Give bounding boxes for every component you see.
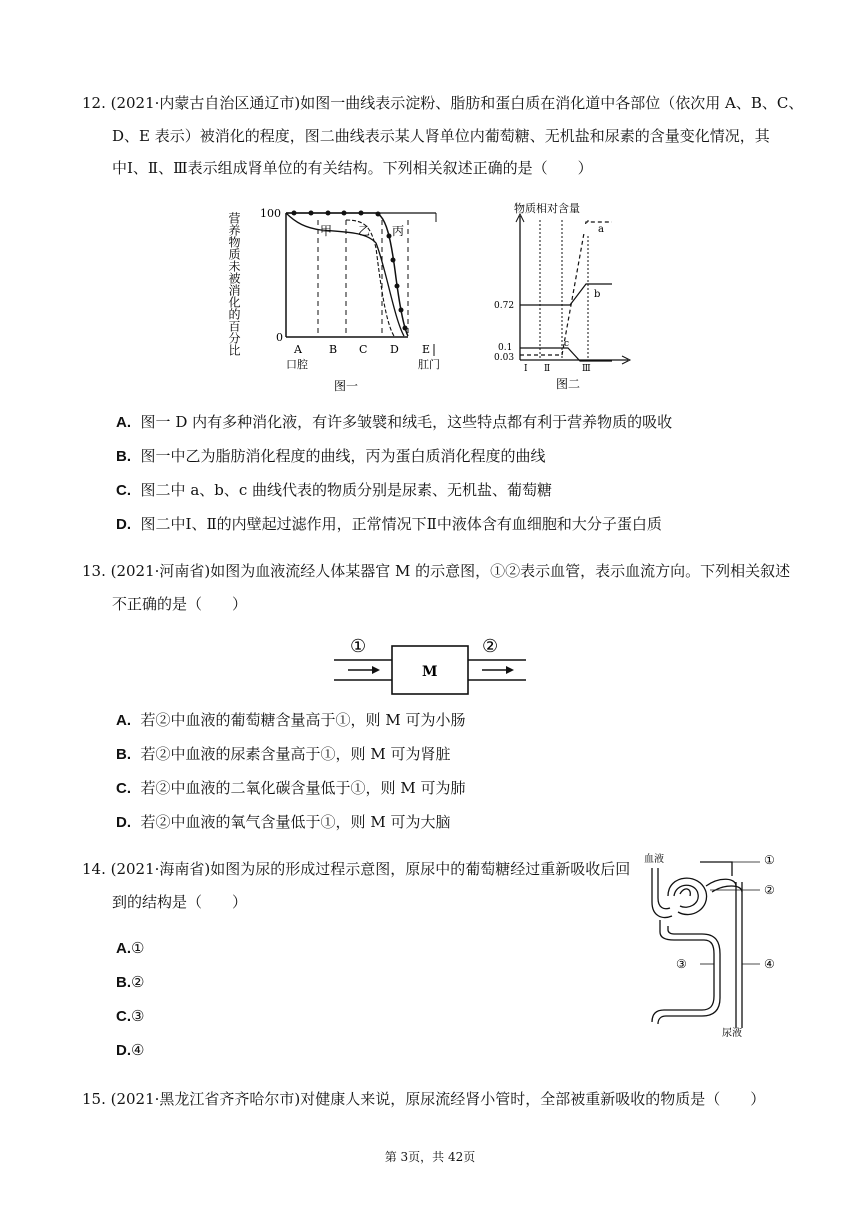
q14-option-d[interactable]: D.④ (116, 1041, 145, 1059)
q14-label-2: ② (764, 883, 775, 897)
fig2-x-2: Ⅱ (544, 364, 551, 374)
fig2-curve-b: b (594, 289, 601, 300)
fig2-y-01: 0.1 (498, 343, 513, 353)
fig2-curve-c: c (564, 339, 570, 349)
q12-stem-line2: D、E 表示）被消化的程度，图二曲线表示某人肾单位内葡萄糖、无机盐和尿素的含量变化情况，其 (112, 127, 770, 145)
q14-urine-label: 尿液 (722, 1028, 742, 1039)
figure-2-nephron-chart (494, 198, 634, 396)
q13-option-d[interactable]: D. 若②中血液的氧气含量低于①，则 M 可为大脑 (116, 813, 451, 831)
q12-option-d[interactable]: D. 图二中Ⅰ、Ⅱ的内壁起过滤作用，正常情况下Ⅱ中液体含有血细胞和大分子蛋白质 (116, 515, 662, 533)
fig1-ylabel: 营养物质未被消化的百分比 (227, 212, 241, 356)
q14-option-c[interactable]: C.③ (116, 1007, 145, 1025)
q12-option-a[interactable]: A. 图一 D 内有多种消化液，有许多皱襞和绒毛，这些特点都有利于营养物质的吸收 (116, 413, 673, 431)
fig2-curve-a: a (598, 224, 604, 235)
fig1-x-right: 肛门 (418, 358, 440, 371)
q14-stem-line2: 到的结构是（ ） (112, 893, 248, 911)
fig1-y100: 100 (260, 207, 281, 220)
fig1-curve-jia: 甲 (320, 224, 333, 238)
q12-stem-line1: 12. (2021·内蒙古自治区通辽市)如图一曲线表示淀粉、脂肪和蛋白质在消化道中各部位（依次用 A、B、C、 (82, 94, 804, 112)
q13-option-a[interactable]: A. 若②中血液的葡萄糖含量高于①，则 M 可为小肠 (116, 711, 466, 729)
q13-stem-line1: 13. (2021·河南省)如图为血液流经人体某器官 M 的示意图，①②表示血管，表示血流方向。下列相关叙述 (82, 562, 791, 580)
fig1-x-C: C (359, 343, 368, 356)
fig2-y-072: 0.72 (494, 301, 515, 311)
q14-label-3: ③ (676, 957, 687, 971)
q14-option-b[interactable]: B.② (116, 973, 145, 991)
q12-stem-line3: 中Ⅰ、Ⅱ、Ⅲ表示组成肾单位的有关结构。下列相关叙述正确的是（ ） (112, 159, 593, 177)
q14-label-1: ① (764, 853, 775, 867)
q12-option-b[interactable]: B. 图一中乙为脂肪消化程度的曲线，丙为蛋白质消化程度的曲线 (116, 447, 546, 465)
fig1-x-B: B (329, 343, 338, 356)
q14-label-4: ④ (764, 957, 775, 971)
q14-option-a[interactable]: A.① (116, 939, 145, 957)
q14-blood-label: 血液 (644, 854, 664, 865)
fig2-caption: 图二 (556, 377, 581, 391)
fig2-x-3: Ⅲ (582, 364, 591, 374)
fig2-ylabel: 物质相对含量 (514, 202, 580, 215)
q13-in-label: ① (350, 636, 367, 657)
fig1-caption: 图一 (334, 379, 359, 393)
fig1-curve-bing: 丙 (392, 224, 405, 238)
q12-option-c[interactable]: C. 图二中 a、b、c 曲线代表的物质分别是尿素、无机盐、葡萄糖 (116, 481, 553, 499)
q13-stem-line2: 不正确的是（ ） (112, 595, 248, 613)
q14-nephron-diagram (640, 846, 780, 1042)
page-footer: 第 3页，共 42页 (384, 1150, 476, 1164)
q13-option-b[interactable]: B. 若②中血液的尿素含量高于①，则 M 可为肾脏 (116, 745, 451, 763)
fig1-curve-yi: 乙 (358, 224, 371, 238)
q13-organ-label: M (422, 664, 438, 680)
q13-out-label: ② (482, 636, 499, 657)
fig1-x-E: E (422, 343, 431, 356)
fig2-y-003: 0.03 (494, 353, 515, 363)
fig1-x-A: A (294, 343, 302, 356)
q14-stem-line1: 14. (2021·海南省)如图为尿的形成过程示意图，原尿中的葡萄糖经过重新吸收后回 (82, 860, 631, 878)
q13-organ-diagram (334, 636, 526, 698)
q13-option-c[interactable]: C. 若②中血液的二氧化碳含量低于①，则 M 可为肺 (116, 779, 466, 797)
q15-stem-line1: 15. (2021·黑龙江省齐齐哈尔市)对健康人来说，原尿流经肾小管时，全部被重新吸收的物质是（ ） (82, 1090, 766, 1108)
fig2-x-1: Ⅰ (524, 364, 528, 374)
fig1-x-D: D (390, 343, 399, 356)
fig1-x-left: 口腔 (286, 358, 308, 371)
figure-1-digestion-chart (226, 198, 442, 396)
fig1-y0: 0 (276, 331, 283, 344)
